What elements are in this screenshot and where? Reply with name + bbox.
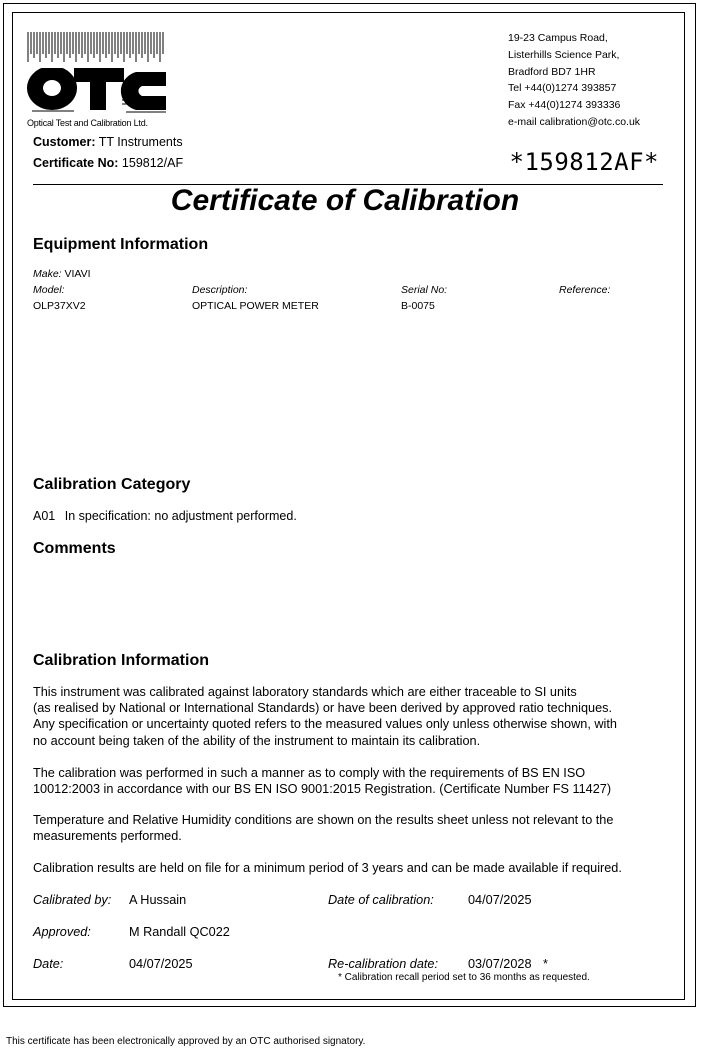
category-code: A01 <box>33 509 56 523</box>
paragraph-1-line-1: This instrument was calibrated against laboratory standards which are either traceable to SI units <box>33 685 577 699</box>
reference-label: Reference: <box>559 284 611 296</box>
address-email: e-mail calibration@otc.co.uk <box>508 115 641 128</box>
comments-heading: Comments <box>33 540 116 557</box>
certificate-number-label: Certificate No: <box>33 156 119 170</box>
customer-label: Customer: <box>33 135 96 149</box>
address-fax: Fax +44(0)1274 393336 <box>508 99 621 112</box>
description-label: Description: <box>192 284 248 296</box>
paragraph-3-line-2: measurements performed. <box>33 829 182 844</box>
certificate-barcode-text: *159812AF* <box>509 148 659 176</box>
make-value: VIAVI <box>64 268 91 280</box>
date-of-calibration-value: 04/07/2025 <box>468 893 532 907</box>
paragraph-1-line-4: no account being taken of the ability of the instrument to maintain its calibration. <box>33 733 481 748</box>
customer-value: TT Instruments <box>98 135 183 149</box>
otc-logo-icon <box>26 32 166 114</box>
company-address <box>508 30 640 131</box>
paragraph-2-line-2: 10012:2003 in accordance with our BS EN ISO 9001:2015 Registration. (Certificate Number FS 11427) <box>33 782 612 797</box>
make-label: Make: <box>33 268 62 280</box>
certificate-number-line <box>33 156 183 170</box>
calibration-info-paragraph-2 <box>33 765 663 797</box>
serial-label: Serial No: <box>401 284 448 296</box>
recalibration-date-asterisk: * <box>543 957 548 971</box>
calibrated-by-value: A Hussain <box>129 893 187 907</box>
page-title: Certificate of Calibration <box>170 184 520 217</box>
paragraph-1-line-2: (as realised by National or International Standards) or have been derived by approved ratio techniques. <box>33 701 613 716</box>
category-text: In specification: no adjustment performed. <box>64 509 297 523</box>
description-value: OPTICAL POWER METER <box>192 300 319 312</box>
date-value: 04/07/2025 <box>129 957 193 971</box>
date-label: Date: <box>33 957 64 971</box>
address-line-3: Bradford BD7 1HR <box>508 65 596 78</box>
recalibration-date-label: Re-calibration date: <box>328 957 439 971</box>
approved-label: Approved: <box>33 925 91 939</box>
serial-value: B-0075 <box>401 300 435 312</box>
approved-value: M Randall QC022 <box>129 925 230 939</box>
calibrated-by-label: Calibrated by: <box>33 893 112 907</box>
paragraph-1-line-3: Any specification or uncertainty quoted refers to the measured values only unless otherwise shown, with <box>33 717 617 732</box>
model-value: OLP37XV2 <box>33 300 86 312</box>
electronic-approval-footer: This certificate has been electronically approved by an OTC authorised signatory. <box>6 1036 366 1047</box>
calibration-info-heading: Calibration Information <box>33 652 209 669</box>
recall-footnote: * Calibration recall period set to 36 months as requested. <box>338 972 590 983</box>
calibration-info-paragraph-1 <box>33 684 663 749</box>
certificate-number-value: 159812/AF <box>121 156 184 170</box>
address-tel: Tel +44(0)1274 393857 <box>508 82 617 95</box>
address-line-1: 19-23 Campus Road, <box>508 32 608 44</box>
date-of-calibration-label: Date of calibration: <box>328 893 434 907</box>
paragraph-4-line-1: Calibration results are held on file for a minimum period of 3 years and can be made available if required. <box>33 861 622 875</box>
calibration-info-paragraph-4 <box>33 860 663 876</box>
make-line <box>33 268 91 280</box>
recalibration-date-text: 03/07/2028 <box>468 957 532 971</box>
model-label: Model: <box>33 284 65 296</box>
category-line <box>33 509 297 523</box>
address-line-2: Listerhills Science Park, <box>508 48 620 61</box>
logo-caption: Optical Test and Calibration Ltd. <box>27 118 148 128</box>
paragraph-3-line-1: Temperature and Relative Humidity conditions are shown on the results sheet unless not relevant to the <box>33 813 614 827</box>
paragraph-2-line-1: The calibration was performed in such a manner as to comply with the requirements of BS EN ISO <box>33 766 586 780</box>
equipment-heading: Equipment Information <box>33 236 209 253</box>
recalibration-date-value <box>468 957 548 971</box>
customer-line <box>33 135 183 149</box>
category-heading: Calibration Category <box>33 476 191 493</box>
calibration-info-paragraph-3 <box>33 812 663 844</box>
